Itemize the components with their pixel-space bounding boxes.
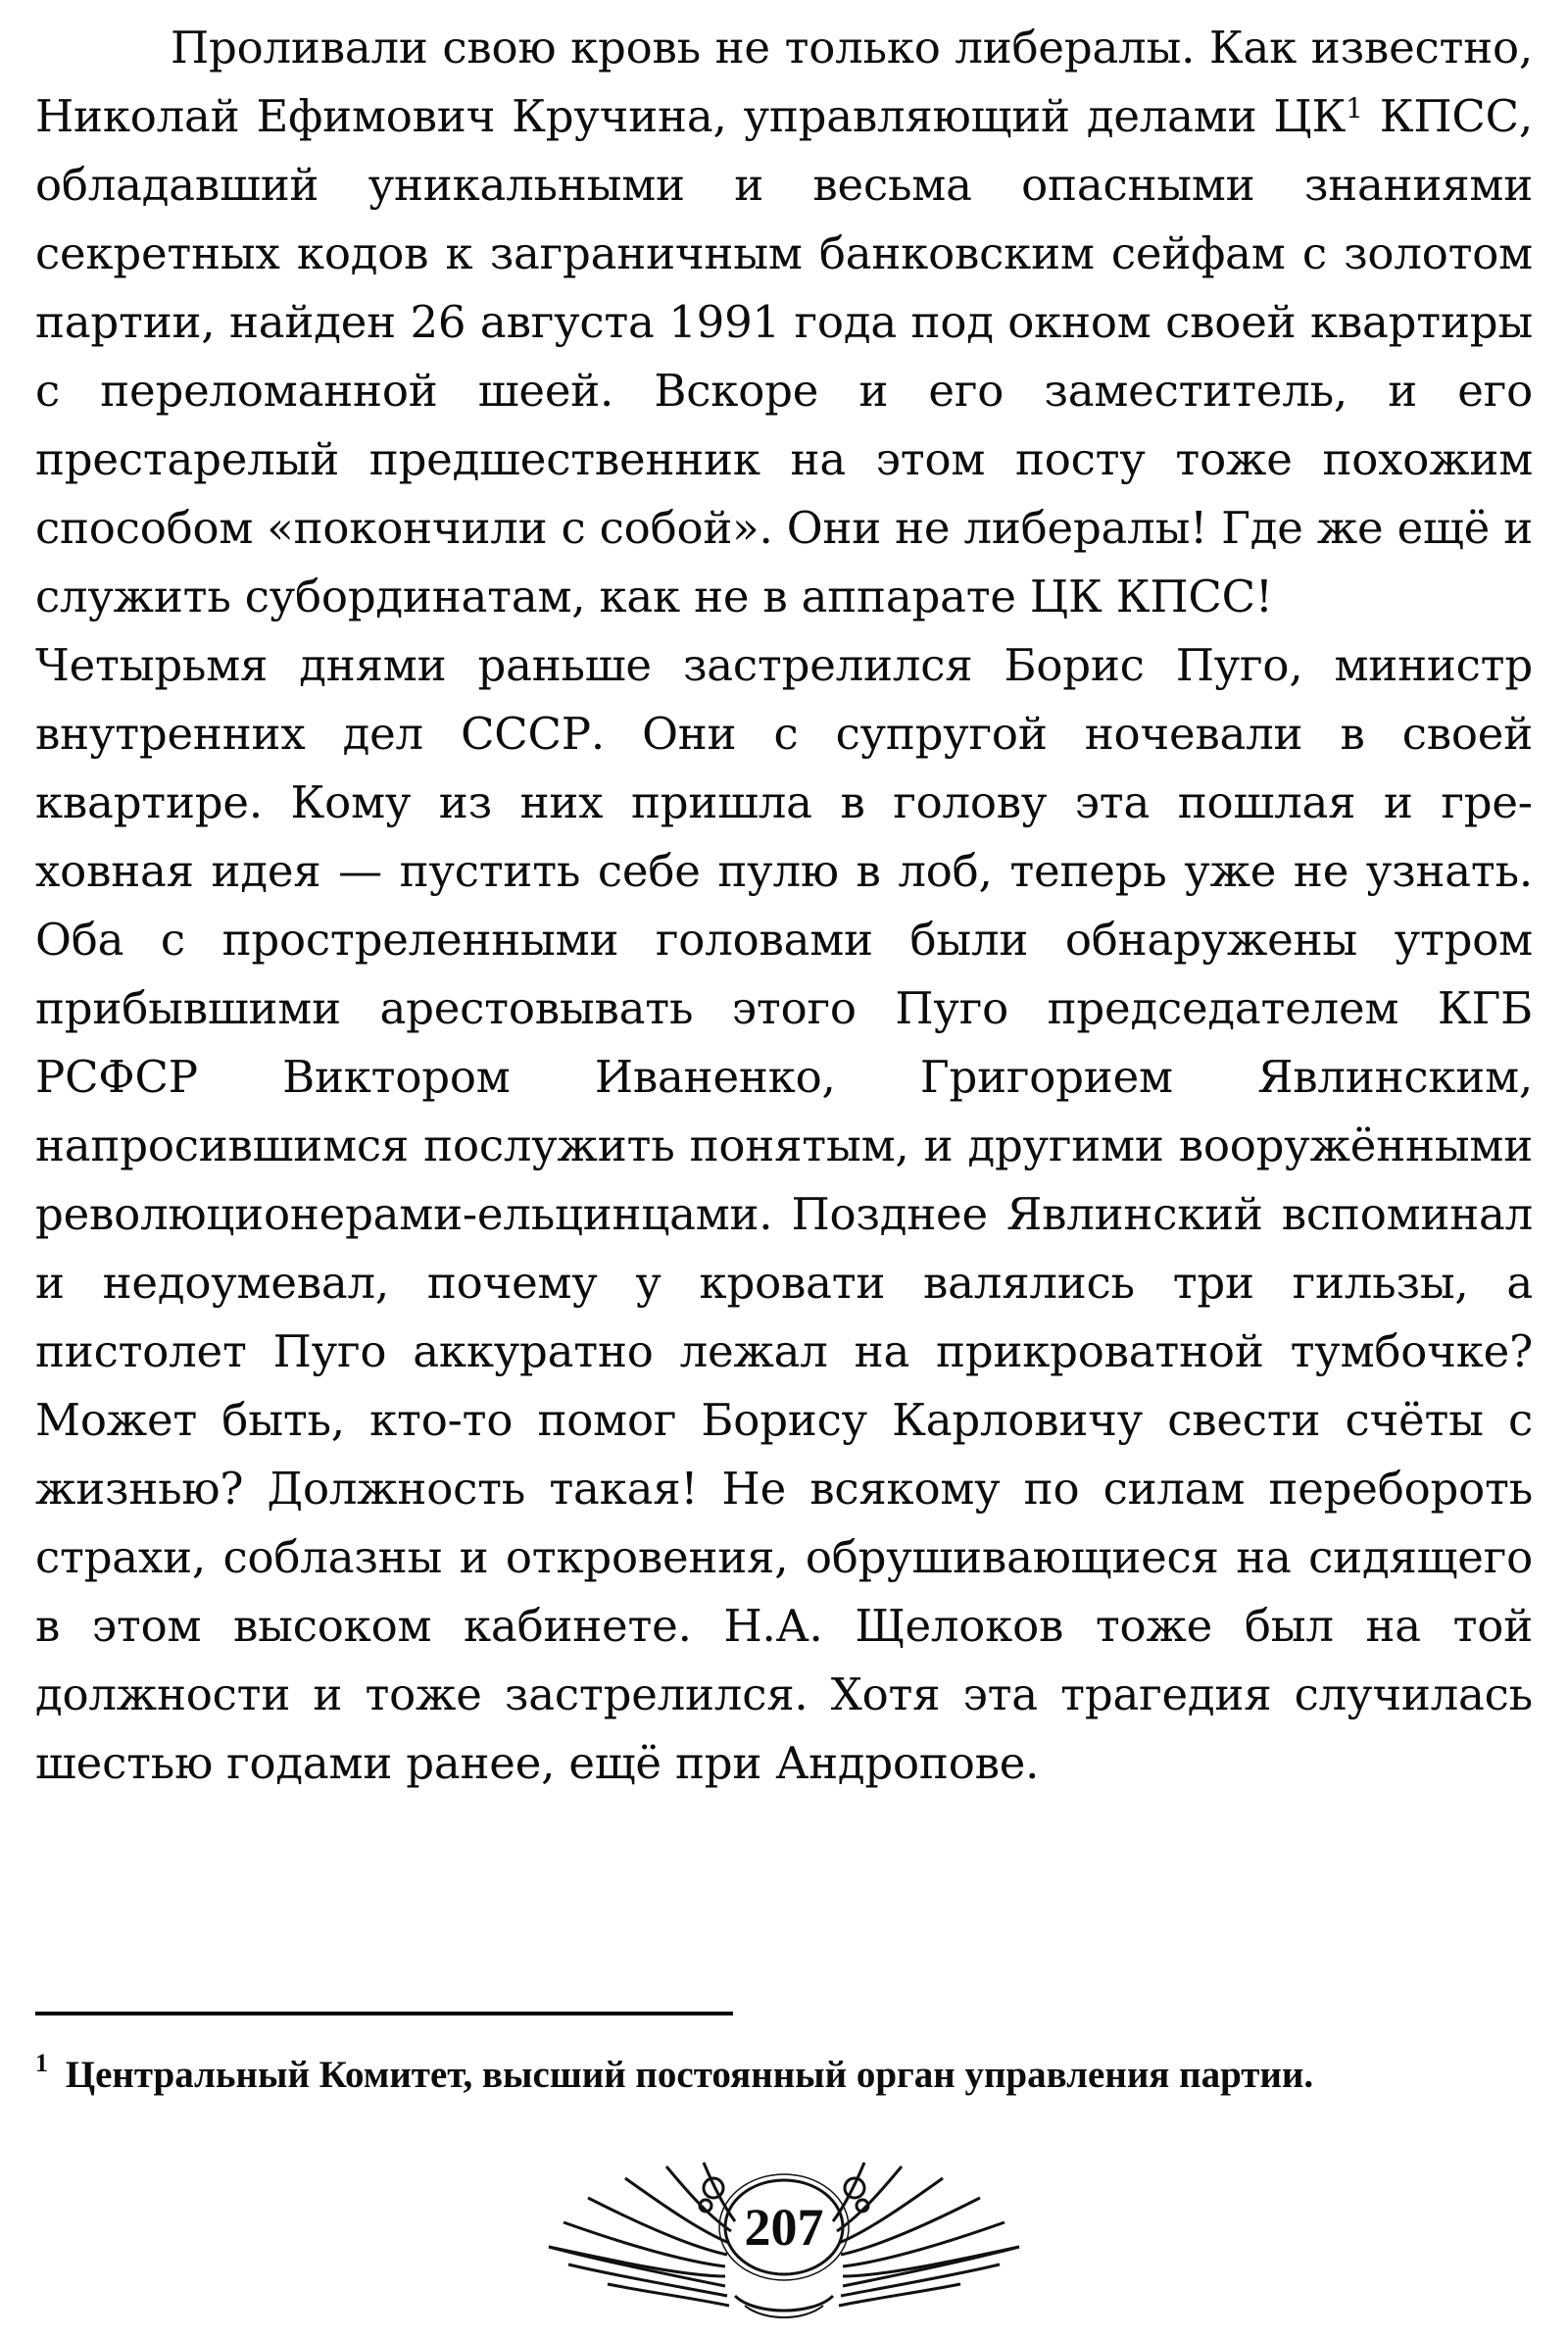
footnote xyxy=(35,2051,1544,2100)
paragraph xyxy=(35,14,1533,631)
footnote-divider xyxy=(35,2012,733,2015)
footnote-marker: 1 xyxy=(35,2049,48,2077)
page-number: 207 xyxy=(744,2198,824,2257)
paragraph-text-continued: КПСС, обладавший уникальными и весьма опасными знаниями секретных кодов к заграничным банковским сейфам с золотом партии, найден 26 августа 1991 года под окном своей квартиры с переломанной шеей. Вскоре и его заместитель, и его престарелый предшественник на этом посту тоже похожим способом «покончили с собой». Они не либералы! Где же ещё и служить субординатам, как не в аппарате ЦК КПСС! xyxy=(35,90,1533,622)
paragraph: Четырьмя днями раньше застрелился Борис Пуго, министр внутренних дел СССР. Они с супругой ночевали в своей квартире. Кому из них пришла в голову эта пошлая и греховная идея — пустить себе пулю в лоб, теперь уже не узнать. Оба с простреленными головами были обнаружены утром прибывшими арестовывать этого Пуго председателем КГБ РСФСР Виктором Иваненко, Григорием Явлинским, напросившимся послужить понятым, и другими вооружёнными революционерами-ельцинцами. Позднее Явлинский вспоминал и недоумевал, почему у кровати валялись три гильзы, а пистолет Пуго аккуратно лежал на прикроватной тумбочке? Может быть, кто-то помог Борису Карловичу свести счёты с жизнью? Должность такая! Не всякому по силам перебороть страхи, соблазны и откровения, обрушивающиеся на сидящего в этом высоком кабинете. Н.А. Щелоков тоже был на той должности и тоже застрелился. Хотя эта трагедия случилась шестью годами ранее, ещё при Андропове. xyxy=(35,639,1533,1789)
footnote-reference: 1 xyxy=(1346,92,1363,124)
footnote-text: Центральный Комитет, высший постоянный орган управления партии. xyxy=(56,2054,1314,2096)
paragraph-text: Проливали свою кровь не только либералы. Как известно, Николай Ефимович Кручина, управляющий делами ЦК xyxy=(35,22,1533,142)
body-text xyxy=(35,14,1533,1798)
page-number-ornament xyxy=(510,2129,1058,2325)
